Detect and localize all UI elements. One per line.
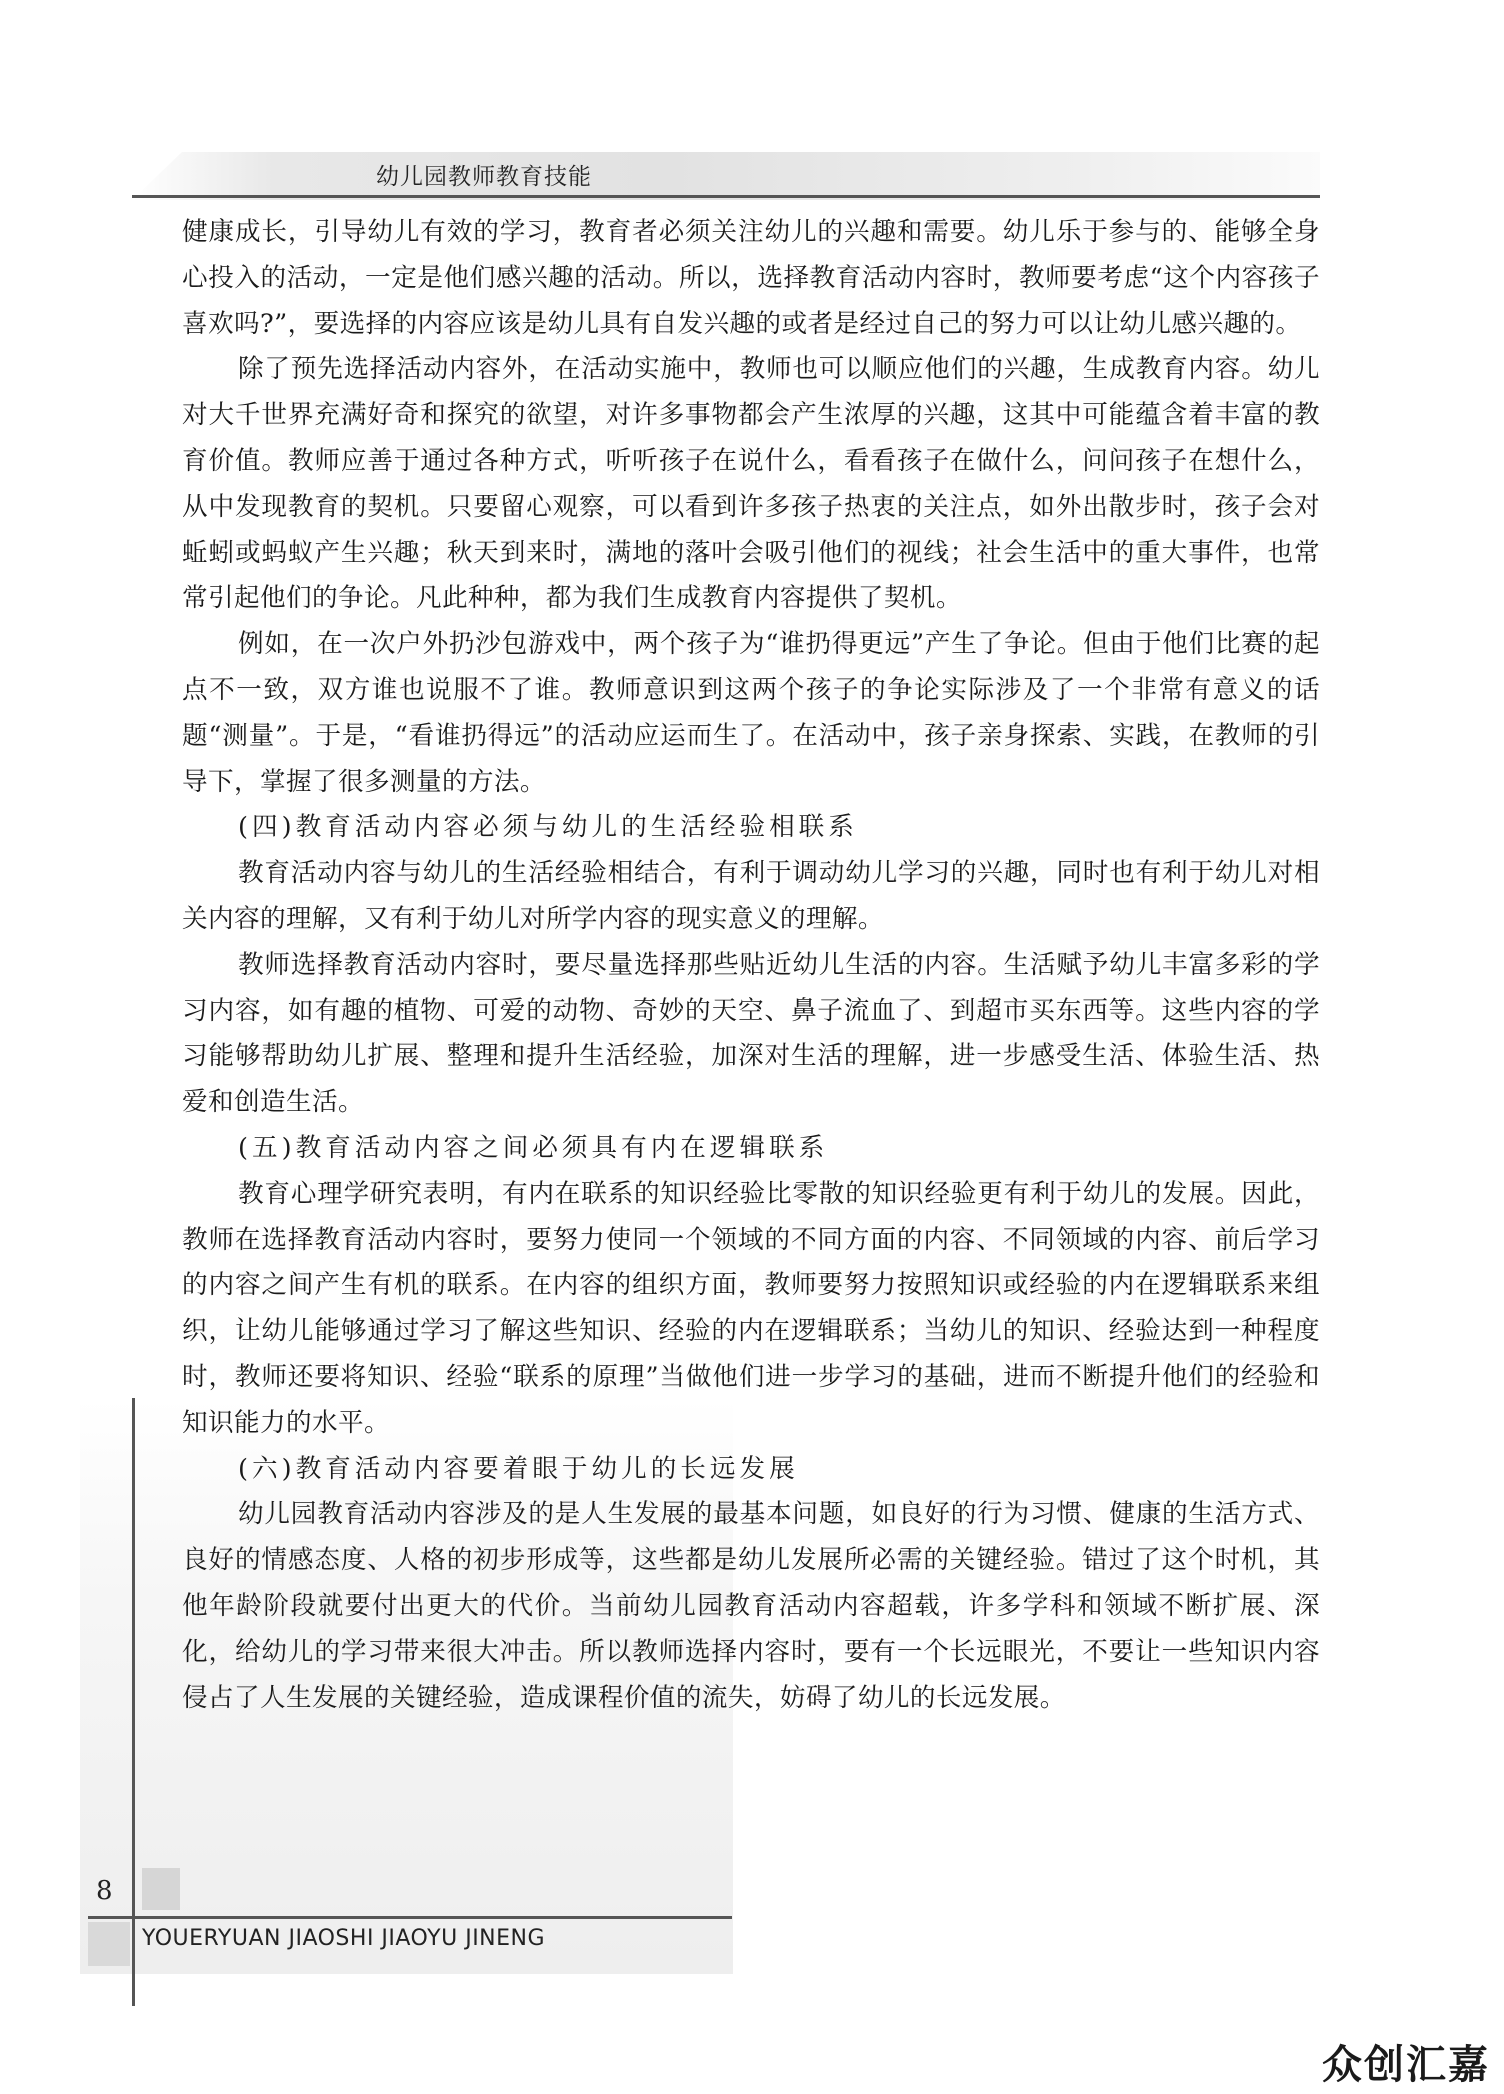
paragraph: 例如，在一次户外扔沙包游戏中，两个孩子为“谁扔得更远”产生了争论。但由于他们比赛的起点不一致，双方谁也说服不了谁。教师意识到这两个孩子的争论实际涉及了一个非常有意义的话题“测量”。于是，“看谁扔得远”的活动应运而生了。在活动中，孩子亲身探索、实践，在教师的引导下，掌握了很多测量的方法。 (182, 629, 1320, 797)
section-heading-5: (五)教育活动内容之间必须具有内在逻辑联系 (238, 1132, 829, 1163)
paragraph: 除了预先选择活动内容外，在活动实施中，教师也可以顺应他们的兴趣，生成教育内容。幼儿对大千世界充满好奇和探究的欲望，对许多事物都会产生浓厚的兴趣，这其中可能蕴含着丰富的教育价值。教师应善于通过各种方式，听听孩子在说什么，看看孩子在做什么，问问孩子在想什么，从中发现教育的契机。只要留心观察，可以看到许多孩子热衷的关注点，如外出散步时，孩子会对蚯蚓或蚂蚁产生兴趣；秋天到来时，满地的落叶会吸引他们的视线；社会生活中的重大事件，也常常引起他们的争论。凡此种种，都为我们生成教育内容提供了契机。 (182, 354, 1320, 614)
footer-gray-block (88, 1922, 130, 1966)
paragraph: 教师选择教育活动内容时，要尽量选择那些贴近幼儿生活的内容。生活赋予幼儿丰富多彩的学习内容，如有趣的植物、可爱的动物、奇妙的天空、鼻子流血了、到超市买东西等。这些内容的学习能够帮助幼儿扩展、整理和提升生活经验，加深对生活的理解，进一步感受生活、体验生活、热爱和创造生活。 (182, 949, 1320, 1118)
running-header-title: 幼儿园教师教育技能 (376, 164, 592, 190)
paragraph: 幼儿园教育活动内容涉及的是人生发展的最基本问题，如良好的行为习惯、健康的生活方式、良好的情感态度、人格的初步形成等，这些都是幼儿发展所必需的关键经验。错过了这个时机，其他年龄阶段就要付出更大的代价。当前幼儿园教育活动内容超载，许多学科和领域不断扩展、深化，给幼儿的学习带来很大冲击。所以教师选择内容时，要有一个长远眼光，不要让一些知识内容侵占了人生发展的关键经验，造成课程价值的流失，妨碍了幼儿的长远发展。 (182, 1499, 1320, 1713)
page-number: 8 (96, 1876, 113, 1906)
body-text (182, 210, 1320, 1721)
footer-box (142, 1868, 180, 1910)
section-heading-6: (六)教育活动内容要着眼于幼儿的长远发展 (238, 1453, 799, 1484)
watermark-logo: 众创汇嘉 (1322, 2042, 1490, 2088)
footer-rule (88, 1916, 732, 1919)
section-heading-4: (四)教育活动内容必须与幼儿的生活经验相联系 (238, 812, 858, 843)
margin-rule (132, 1398, 135, 2006)
paragraph: 教育活动内容与幼儿的生活经验相结合，有利于调动幼儿学习的兴趣，同时也有利于幼儿对相关内容的理解，又有利于幼儿对所学内容的现实意义的理解。 (182, 858, 1320, 934)
paragraph: 健康成长，引导幼儿有效的学习，教育者必须关注幼儿的兴趣和需要。幼儿乐于参与的、能够全身心投入的活动，一定是他们感兴趣的活动。所以，选择教育活动内容时，教师要考虑“这个内容孩子喜欢吗?”，要选择的内容应该是幼儿具有自发兴趣的或者是经过自己的努力可以让幼儿感兴趣的。 (182, 217, 1320, 339)
paragraph: 教育心理学研究表明，有内在联系的知识经验比零散的知识经验更有利于幼儿的发展。因此，教师在选择教育活动内容时，要努力使同一个领域的不同方面的内容、不同领域的内容、前后学习的内容之间产生有机的联系。在内容的组织方面，教师要努力按照知识或经验的内在逻辑联系来组织，让幼儿能够通过学习了解这些知识、经验的内在逻辑联系；当幼儿的知识、经验达到一种程度时，教师还要将知识、经验“联系的原理”当做他们进一步学习的基础，进而不断提升他们的经验和知识能力的水平。 (182, 1178, 1320, 1438)
header-rule (132, 195, 1320, 198)
footer-running-title: YOUERYUAN JIAOSHI JIAOYU JINENG (142, 1926, 546, 1951)
header-band (132, 152, 1320, 200)
